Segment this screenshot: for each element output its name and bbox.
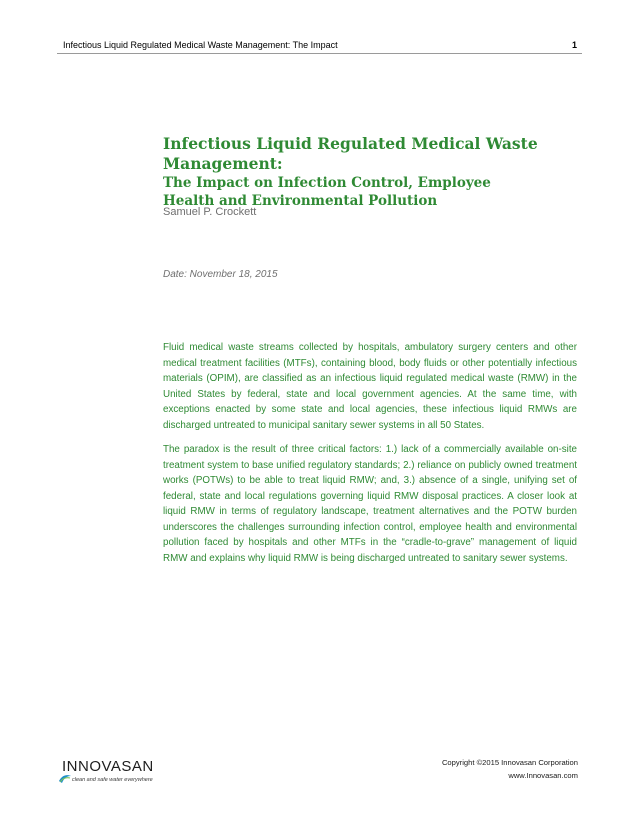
page-number: 1 bbox=[571, 40, 577, 50]
document-subtitle: The Impact on Infection Control, Employee Health and Environmental Pollution bbox=[163, 175, 491, 209]
header-divider bbox=[57, 53, 582, 54]
copyright-notice: Copyright ©2015 Innovasan Corporation bbox=[441, 758, 578, 767]
abstract-body bbox=[163, 340, 577, 575]
logo-tagline: clean and safe water everywhere bbox=[72, 777, 153, 783]
author-name: Samuel P. Crockett bbox=[163, 206, 257, 218]
document-title: Infectious Liquid Regulated Medical Waste Management: bbox=[163, 134, 538, 173]
page-header bbox=[63, 38, 577, 52]
page-footer bbox=[442, 756, 578, 782]
document-date: Date: November 18, 2015 bbox=[163, 269, 278, 280]
body-paragraph: Fluid medical waste streams collected by hospitals, ambulatory surgery centers and other medical treatment facilities (MTFs), containing blood, body fluids or other potentially infectious materials (OPIM), are classified as an infectious liquid regulated medical waste (RMW) in the United States by federal, state and local government agencies. At the same time, with exceptions enacted by some state and local agencies, these infectious liquid RMWs are discharged untreated to municipal sanitary sewer systems in all 50 States. bbox=[163, 342, 577, 431]
logo-wordmark: INNOVASAN bbox=[62, 758, 154, 775]
company-logo bbox=[58, 758, 168, 788]
body-paragraph: The paradox is the result of three critical factors: 1.) lack of a commercially available on-site treatment system to base unified regulatory standards; 2.) reliance on publicly owned treatment works (POTWs) to be able to treat liquid RMW; and, 3.) absence of a single, unifying set of federal, state and local regulations governing liquid RMW disposal practices. A closer look at liquid RMW in terms of regulatory landscape, treatment alternatives and the POTW burden underscores the challenges surrounding infection control, employee health and environmental pollution faced by hospitals and other MTFs in the “cradle-to-grave” management of liquid RMW and explains why liquid RMW is being discharged untreated to sanitary sewer systems. bbox=[163, 444, 577, 564]
website-link[interactable]: www.Innovasan.com bbox=[508, 771, 578, 780]
document-title-block bbox=[163, 134, 593, 210]
running-title: Infectious Liquid Regulated Medical Waste Management: The Impact bbox=[63, 40, 338, 50]
water-swoosh-icon bbox=[58, 772, 72, 784]
